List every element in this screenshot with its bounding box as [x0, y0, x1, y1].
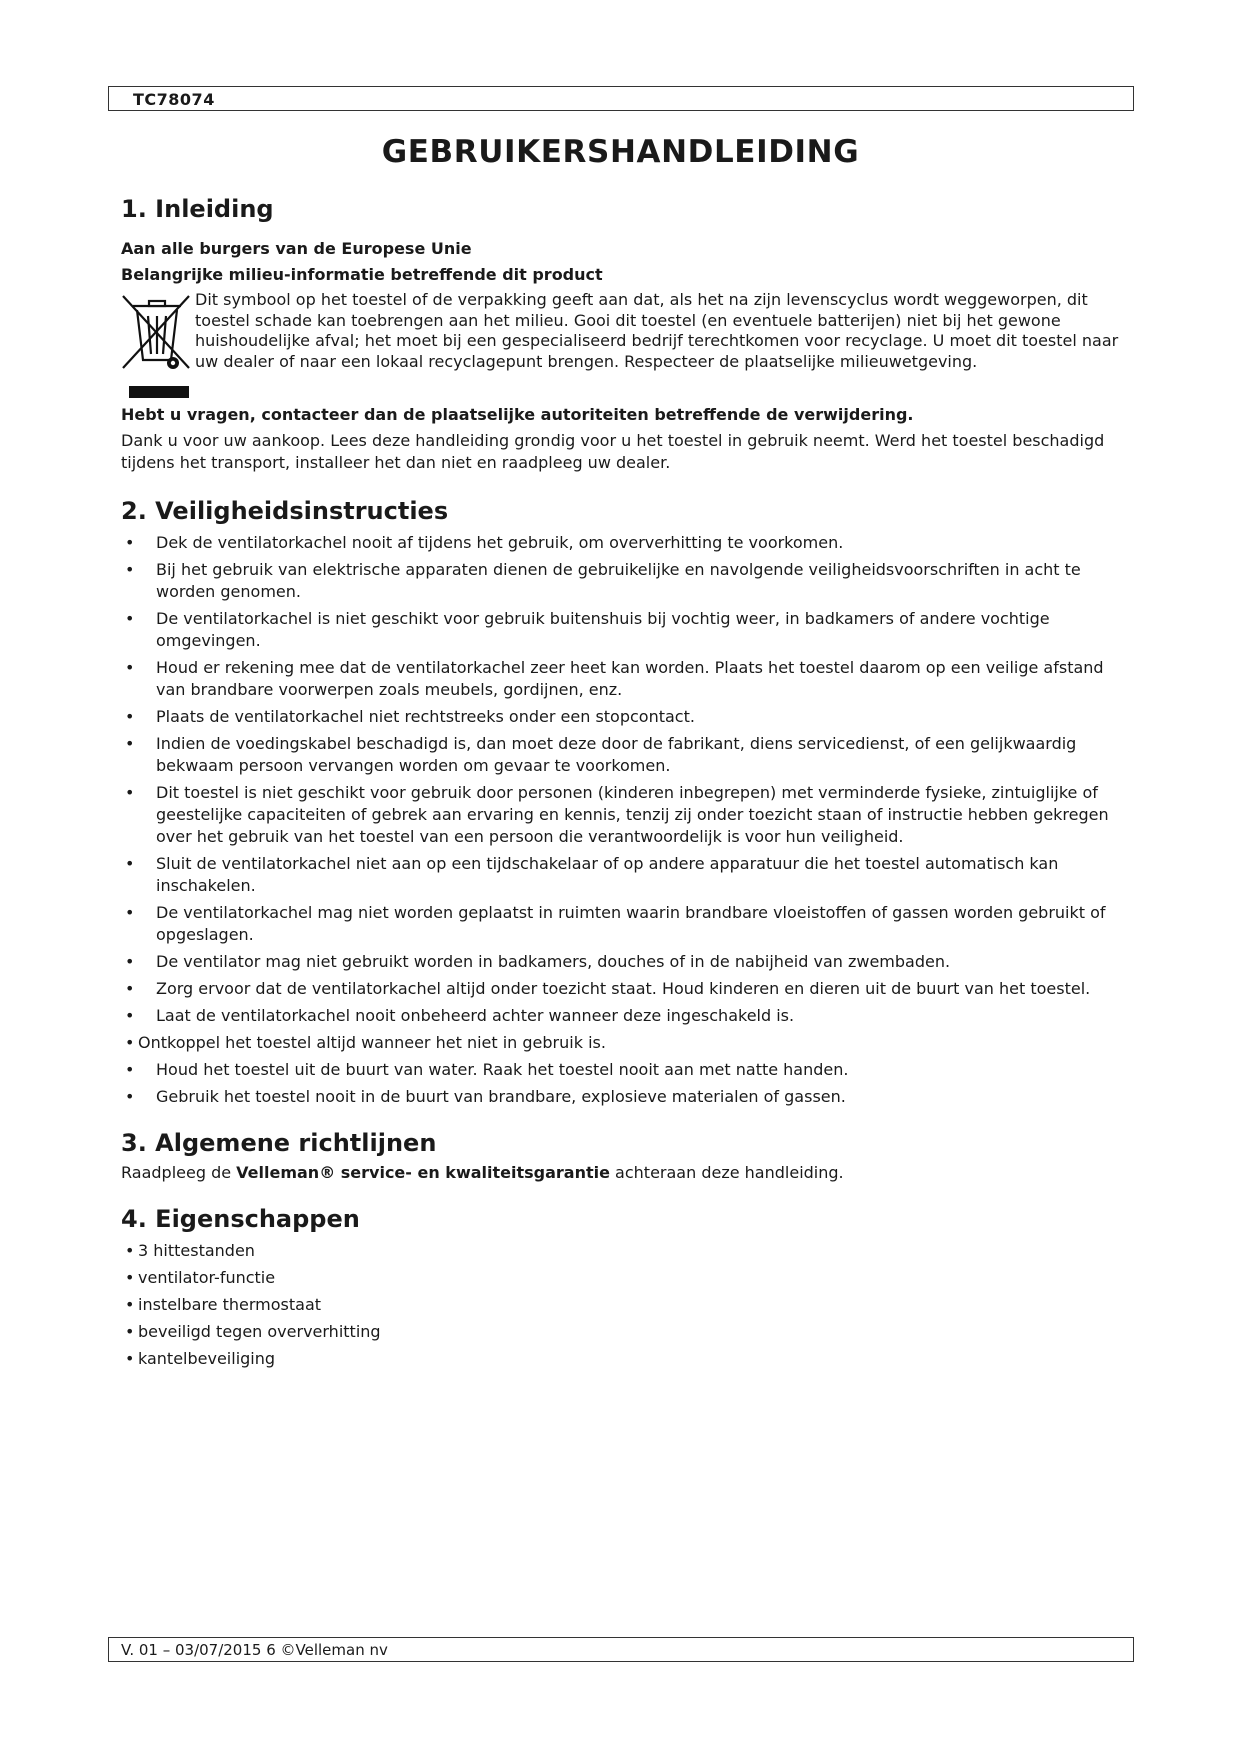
safety-item: • De ventilatorkachel is niet geschikt voor gebruik buitenshuis bij vochtig weer, in badkamers of andere vochtige omgevingen. [121, 608, 1131, 652]
safety-item: • Sluit de ventilatorkachel niet aan op een tijdschakelaar of op andere apparatuur die het toestel automatisch kan inschakelen. [121, 853, 1131, 897]
safety-list [121, 532, 1131, 1108]
header-box [108, 86, 1134, 111]
document-body [121, 194, 1131, 1375]
safety-item: • Houd er rekening mee dat de ventilatorkachel zeer heet kan worden. Plaats het toestel daarom op een veilige afstand van brandbare voorwerpen zoals meubels, gordijnen, enz. [121, 657, 1131, 701]
weee-text: Dit symbool op het toestel of de verpakking geeft aan dat, als het na zijn levenscyclus wordt weggeworpen, dit toestel schade kan toebrengen aan het milieu. Gooi dit toestel (en eventuele batterijen) niet bij het gewone huishoudelijke afval; het moet bij een gespecialiseerd bedrijf terechtkomen voor recyclage. U moet dit toestel naar uw dealer of naar een lokaal recyclagepunt brengen. Respecteer de plaatselijke milieuwetgeving. [195, 290, 1119, 371]
model-number: TC78074 [133, 90, 215, 109]
warranty-reference: Velleman® service- en kwaliteitsgarantie [236, 1163, 610, 1182]
features-list [121, 1240, 1131, 1370]
guidelines-paragraph [121, 1162, 1131, 1184]
document-title: GEBRUIKERSHANDLEIDING [381, 134, 860, 170]
safety-item: • Gebruik het toestel nooit in de buurt van brandbare, explosieve materialen of gassen. [121, 1086, 1131, 1108]
safety-item: • Indien de voedingskabel beschadigd is, dan moet deze door de fabrikant, diens servicedienst, of een gelijkwaardig bekwaam persoon vervangen worden om gevaar te voorkomen. [121, 733, 1131, 777]
feature-item: • beveiligd tegen oververhitting [121, 1321, 1131, 1343]
safety-item: • Bij het gebruik van elektrische apparaten dienen de gebruikelijke en navolgende veiligheidsvoorschriften in acht te worden genomen. [121, 559, 1131, 603]
contact-authorities: Hebt u vragen, contacteer dan de plaatselijke autoriteiten betreffende de verwijdering. [121, 405, 914, 424]
feature-item: • instelbare thermostaat [121, 1294, 1131, 1316]
eu-citizens-heading: Aan alle burgers van de Europese Unie [121, 239, 472, 258]
feature-item: • ventilator-functie [121, 1267, 1131, 1289]
weee-notice [121, 290, 1131, 404]
thanks-paragraph: Dank u voor uw aankoop. Lees deze handleiding grondig voor u het toestel in gebruik neemt. Werd het toestel beschadigd tijdens het transport, installeer het dan niet en raadpleeg uw dealer. [121, 431, 1105, 472]
safety-item: • Ontkoppel het toestel altijd wanneer het niet in gebruik is. [121, 1032, 1131, 1054]
section-3-heading: 3. Algemene richtlijnen [121, 1129, 437, 1157]
footer-box [108, 1637, 1134, 1662]
safety-item: • Dek de ventilatorkachel nooit af tijdens het gebruik, om oververhitting te voorkomen. [121, 532, 1131, 554]
section-2-heading: 2. Veiligheidsinstructies [121, 497, 449, 525]
safety-item: • Plaats de ventilatorkachel niet rechtstreeks onder een stopcontact. [121, 706, 1131, 728]
weee-bin-icon [121, 292, 191, 400]
section-4-heading: 4. Eigenschappen [121, 1205, 360, 1233]
safety-item: • De ventilatorkachel mag niet worden geplaatst in ruimten waarin brandbare vloeistoffen of gassen worden gebruikt of opgeslagen. [121, 902, 1131, 946]
safety-item: • Dit toestel is niet geschikt voor gebruik door personen (kinderen inbegrepen) met verminderde fysieke, zintuiglijke of geestelijke capaciteiten of gebrek aan ervaring en kennis, tenzij zij onder toezicht staan of instructie hebben gekregen over het gebruik van het toestel van een persoon die verantwoordelijk is voor hun veiligheid. [121, 782, 1131, 848]
safety-item: • Laat de ventilatorkachel nooit onbeheerd achter wanneer deze ingeschakeld is. [121, 1005, 1131, 1027]
environment-info-heading: Belangrijke milieu-informatie betreffende dit product [121, 265, 603, 284]
safety-item: • Zorg ervoor dat de ventilatorkachel altijd onder toezicht staat. Houd kinderen en dieren uit de buurt van het toestel. [121, 978, 1131, 1000]
guidelines-post: achteraan deze handleiding. [609, 1163, 844, 1182]
footer-text: V. 01 – 03/07/2015 6 ©Velleman nv [121, 1641, 388, 1659]
guidelines-pre: Raadpleeg de [121, 1163, 237, 1182]
feature-item: • 3 hittestanden [121, 1240, 1131, 1262]
feature-item: • kantelbeveiliging [121, 1348, 1131, 1370]
safety-item: • Houd het toestel uit de buurt van water. Raak het toestel nooit aan met natte handen. [121, 1059, 1131, 1081]
section-1-heading: 1. Inleiding [121, 195, 274, 223]
safety-item: • De ventilator mag niet gebruikt worden in badkamers, douches of in de nabijheid van zwembaden. [121, 951, 1131, 973]
